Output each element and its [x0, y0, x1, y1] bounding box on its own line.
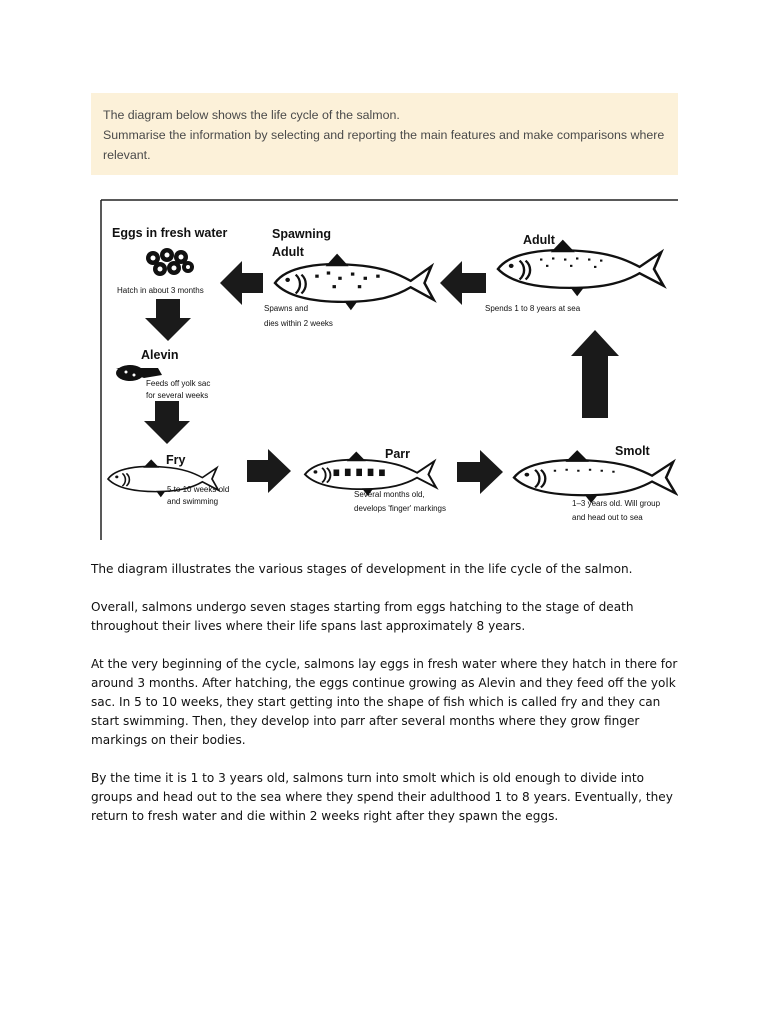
parr-note-1: Several months old, — [354, 490, 425, 499]
smolt-note-1: 1–3 years old. Will group — [572, 499, 661, 508]
task-prompt-box — [91, 93, 678, 175]
essay-line: At the very beginning of the cycle, salmons lay eggs in fresh water where they hatch in there for — [91, 657, 678, 671]
essay-line: start swimming. Then, they develop into parr after several months where they grow finger — [91, 714, 640, 728]
smolt-note-2: and head out to sea — [572, 513, 643, 522]
essay-line: around 3 months. After hatching, the eggs continue growing as Alevin and they feed off the yolk — [91, 676, 676, 690]
essay-line: groups and head out to the sea where they spend their adulthood 1 to 8 years. Eventually, they — [91, 790, 673, 804]
essay-text — [91, 560, 691, 845]
arrow-down-to-alevin — [145, 299, 191, 341]
arrow-up-to-adult — [571, 330, 619, 418]
fry-title: Fry — [166, 453, 186, 467]
fry-note-1: 5 to 10 weeks old — [167, 485, 230, 494]
arrow-right-to-smolt — [457, 450, 503, 494]
adult-fish-icon — [498, 240, 664, 297]
salmon-life-cycle-diagram — [100, 196, 678, 540]
prompt-line-2: Summarise the information by selecting and reporting the main features and make comparisons where — [103, 128, 665, 142]
spawning-note-1: Spawns and — [264, 304, 309, 313]
arrow-down-to-fry — [144, 401, 190, 444]
smolt-fish-icon — [514, 450, 675, 503]
essay-line: sac. In 5 to 10 weeks, they start getting into the shape of fish which is called fry and they can — [91, 695, 661, 709]
essay-line: throughout their lives where their life spans last approximately 8 years. — [91, 619, 526, 633]
essay-paragraph-4 — [91, 769, 691, 826]
essay-paragraph-1 — [91, 560, 691, 579]
essay-paragraph-3 — [91, 655, 691, 750]
spawning-adult-fish-icon — [275, 254, 434, 311]
parr-note-2: develops 'finger' markings — [354, 504, 446, 513]
alevin-title: Alevin — [141, 348, 179, 362]
eggs-note: Hatch in about 3 months — [117, 286, 204, 295]
smolt-title: Smolt — [615, 444, 650, 458]
fry-note-2: and swimming — [167, 497, 219, 506]
adult-note: Spends 1 to 8 years at sea — [485, 304, 581, 313]
essay-line: By the time it is 1 to 3 years old, salmons turn into smolt which is old enough to divide into — [91, 771, 644, 785]
spawning-title-2: Adult — [272, 245, 304, 259]
essay-paragraph-2 — [91, 598, 691, 636]
essay-line: return to fresh water and die within 2 weeks right after they spawn the eggs. — [91, 809, 559, 823]
spawning-note-2: dies within 2 weeks — [264, 319, 333, 328]
parr-title: Parr — [385, 447, 411, 461]
prompt-line-1: The diagram below shows the life cycle of the salmon. — [103, 108, 400, 122]
spawning-title-1: Spawning — [272, 227, 332, 241]
prompt-line-3: relevant. — [103, 148, 151, 162]
arrow-left-to-eggs — [220, 261, 263, 305]
alevin-note-2: for several weeks — [146, 391, 209, 400]
adult-title: Adult — [523, 233, 555, 247]
eggs-cluster-icon — [146, 248, 194, 276]
essay-line: markings on their bodies. — [91, 733, 246, 747]
essay-line: Overall, salmons undergo seven stages starting from eggs hatching to the stage of death — [91, 600, 634, 614]
alevin-note-1: Feeds off yolk sac — [146, 379, 211, 388]
essay-line: The diagram illustrates the various stages of development in the life cycle of the salmon. — [91, 562, 633, 576]
eggs-title: Eggs in fresh water — [112, 226, 228, 240]
arrow-left-to-spawning — [440, 261, 486, 305]
arrow-right-to-parr — [247, 449, 291, 493]
